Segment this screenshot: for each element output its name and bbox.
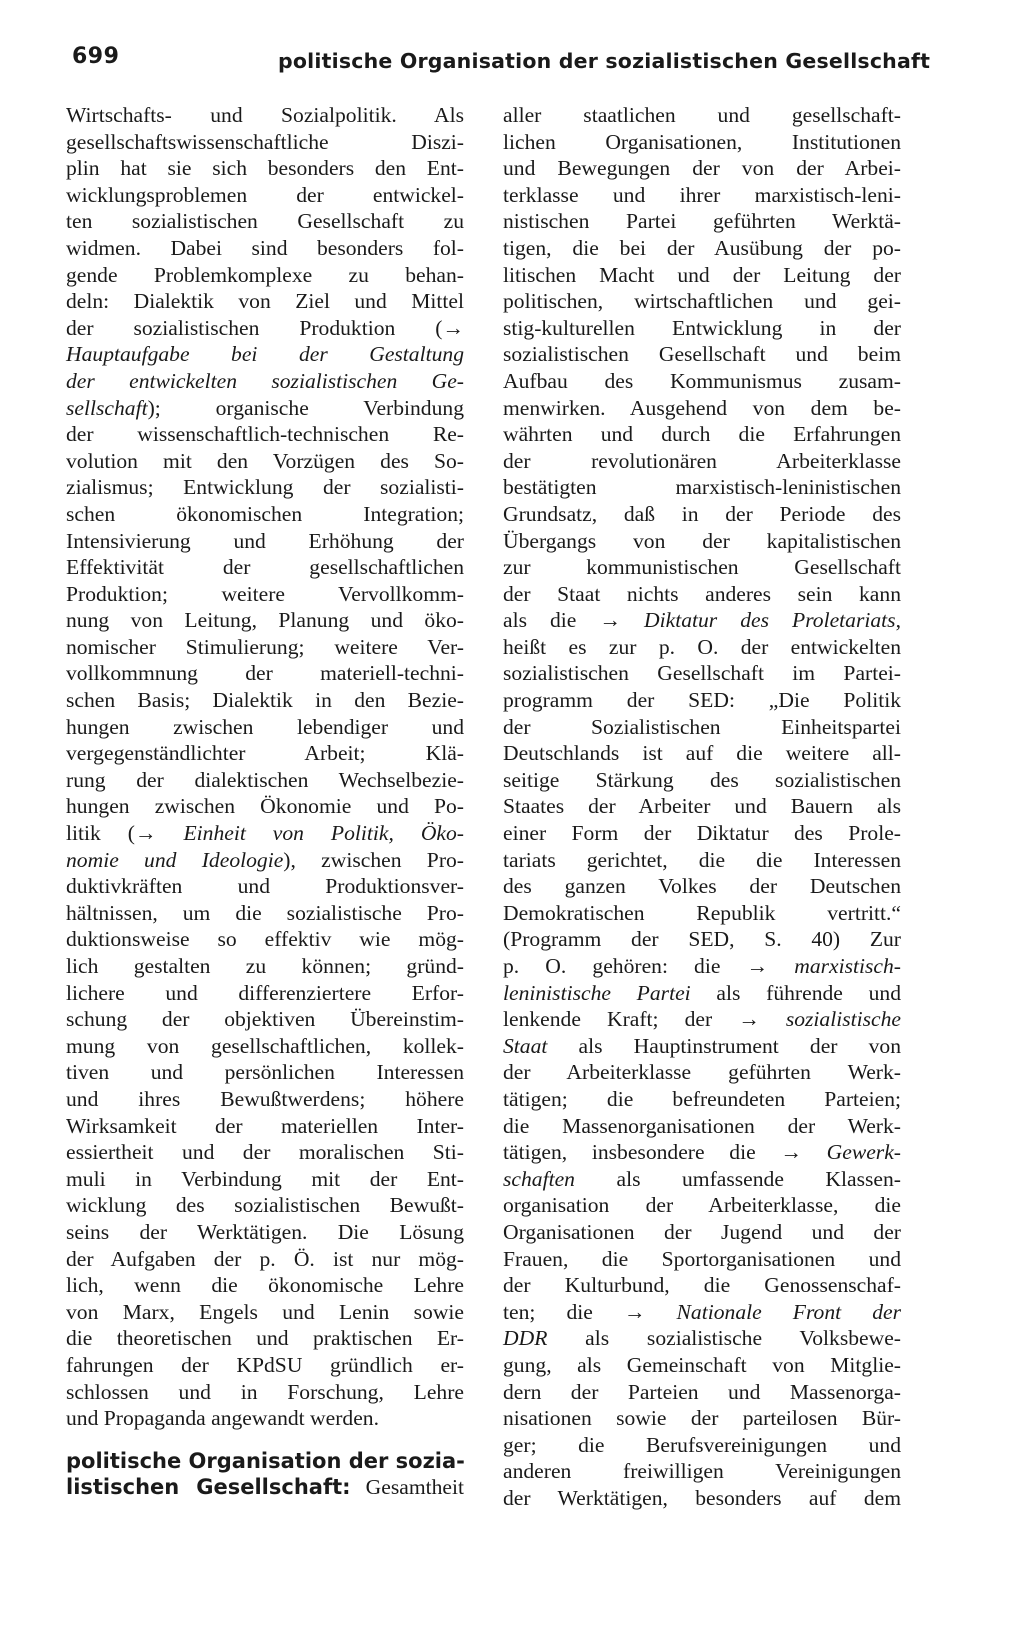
left-text-line: Wirtschafts- und Sozialpolitik. Als <box>66 103 464 127</box>
right-text-line: seitige Stärkung des sozialistischen <box>503 767 901 792</box>
right-text-line: litischen Macht und der Leitung der <box>503 262 901 287</box>
right-text-line: politischen, wirtschaftlichen und gei- <box>503 289 901 314</box>
right-text-line: tariats gerichtet, die die Interessen <box>503 847 901 872</box>
entry-gap <box>66 1432 464 1448</box>
right-text-line: menwirken. Ausgehend von dem be- <box>503 395 901 420</box>
left-text-line: und ihres Bewußtwerdens; höhere <box>66 1086 464 1111</box>
left-text-line: gende Problemkomplexe zu behan- <box>66 262 464 287</box>
right-text-line: terklasse und ihrer marxistisch-leni- <box>503 182 901 207</box>
right-text-line: lichen Organisationen, Institutionen <box>503 129 901 154</box>
page-number: 699 <box>72 44 120 69</box>
right-text-line: Organisationen der Jugend und der <box>503 1219 901 1244</box>
left-text-line: sellschaft); organische Verbindung <box>66 395 464 420</box>
right-text-line: Frauen, die Sportorganisationen und <box>503 1246 901 1271</box>
left-text-line: der wissenschaftlich-technischen Re- <box>66 422 464 447</box>
right-text-line: tätigen, insbesondere die → Gewerk- <box>503 1140 901 1165</box>
left-text-line: lichere und differenziertere Erfor- <box>66 980 464 1005</box>
right-text-line: des ganzen Volkes der Deutschen <box>503 874 901 899</box>
right-text-line: Staates der Arbeiter und Bauern als <box>503 794 901 819</box>
right-text-line: aller staatlichen und gesellschaft- <box>503 103 901 127</box>
left-text-line: wicklung des sozialistischen Bewußt- <box>66 1193 464 1218</box>
right-text-line: Übergangs von der kapitalistischen <box>503 528 901 553</box>
left-column-text <box>66 102 464 1432</box>
right-text-line: ten; die → Nationale Front der <box>503 1299 901 1324</box>
right-text-line: Deutschlands ist auf die weitere all- <box>503 741 901 766</box>
left-text-line: tiven und persönlichen Interessen <box>66 1060 464 1085</box>
left-text-line: litik (→ Einheit von Politik, Öko- <box>66 821 464 846</box>
left-text-line: deln: Dialektik von Ziel und Mittel <box>66 289 464 314</box>
right-text-line: Staat als Hauptinstrument der von <box>503 1033 901 1058</box>
left-text-line: muli in Verbindung mit der Ent- <box>66 1166 464 1191</box>
right-text-line: leninistische Partei als führende und <box>503 980 902 1005</box>
left-text-line: gesellschaftswissenschaftliche Diszi- <box>66 129 464 154</box>
right-text-line: p. O. gehören: die → marxistisch- <box>503 954 901 978</box>
entry-lemma-line <box>66 1474 464 1501</box>
left-text-line: Effektivität der gesellschaftlichen <box>66 555 464 580</box>
left-text-line: lich, wenn die ökonomische Lehre <box>66 1273 464 1298</box>
right-text-line: (Programm der SED, S. 40) Zur <box>503 927 901 952</box>
left-text-line: volution mit den Vorzügen des So- <box>66 448 464 473</box>
left-text-line: zialismus; Entwicklung der sozialisti- <box>66 475 464 500</box>
right-text-line: programm der SED: „Die Politik <box>503 688 901 713</box>
left-column <box>66 102 464 1501</box>
right-text-line: und Bewegungen der von der Arbei- <box>503 156 901 181</box>
right-text-line: schaften als umfassende Klassen- <box>503 1166 901 1191</box>
right-text-line: lenkende Kraft; der → sozialistische <box>503 1007 901 1032</box>
left-text-line: Produktion; weitere Vervollkomm- <box>66 581 464 606</box>
right-column <box>503 102 901 1511</box>
right-text-line: DDR als sozialistische Volksbewe- <box>503 1326 901 1351</box>
right-text-line: der Staat nichts anderes sein kann <box>503 581 901 606</box>
right-text-line: der Werktätigen, besonders auf dem <box>503 1485 901 1510</box>
right-text-line: Demokratischen Republik vertritt.“ <box>503 900 901 925</box>
right-text-line: währten und durch die Erfahrungen <box>503 422 901 447</box>
right-text-line: organisation der Arbeiterklasse, die <box>503 1193 901 1218</box>
left-text-line: hältnissen, um die sozialistische Pro- <box>66 900 464 925</box>
left-text-line: der sozialistischen Produktion (→ <box>66 315 464 340</box>
left-text-line: schen ökonomischen Integration; <box>66 501 464 526</box>
running-title: politische Organisation der sozialistischen Gesellschaft <box>278 49 931 73</box>
right-text-line: gung, als Gemeinschaft von Mitglie- <box>503 1352 901 1377</box>
right-text-line: dern der Parteien und Massenorga- <box>503 1379 901 1404</box>
entry-lemma: politische Organisation der sozia- <box>66 1448 465 1473</box>
entry-definition-start: Gesamtheit <box>350 1475 464 1500</box>
right-text-line: anderen freiwilligen Vereinigungen <box>503 1459 901 1484</box>
left-text-line: und Propaganda angewandt werden. <box>66 1406 380 1431</box>
right-text-line: der Sozialistischen Einheitspartei <box>503 714 901 739</box>
left-text-line: essiertheit und der moralischen Sti- <box>66 1140 464 1165</box>
left-text-line: hungen zwischen Ökonomie und Po- <box>66 794 464 819</box>
entry-lemma-line <box>66 1448 464 1475</box>
entry-lemma: listischen Gesellschaft: <box>66 1475 351 1500</box>
left-text-line: nomie und Ideologie), zwischen Pro- <box>66 847 464 872</box>
left-text-line: vollkommnung der materiell-techni- <box>66 661 464 686</box>
right-text-line: nistischen Partei geführten Werktä- <box>503 209 901 234</box>
left-text-line: nomischer Stimulierung; weitere Ver- <box>66 634 464 659</box>
right-text-line: tätigen; die befreundeten Parteien; <box>503 1086 901 1111</box>
left-text-line: der entwickelten sozialistischen Ge- <box>66 368 464 393</box>
left-text-line: ten sozialistischen Gesellschaft zu <box>66 209 464 234</box>
right-text-line: nisationen sowie der parteilosen Bür- <box>503 1406 901 1431</box>
left-text-line: Intensivierung und Erhöhung der <box>66 528 464 553</box>
left-text-line: die theoretischen und praktischen Er- <box>66 1326 464 1351</box>
left-text-line: schen Basis; Dialektik in den Bezie- <box>66 688 464 713</box>
right-text-line: Grundsatz, daß in der Periode des <box>503 501 901 526</box>
left-text-line: nung von Leitung, Planung und öko- <box>66 608 464 633</box>
left-text-line: mung von gesellschaftlichen, kollek- <box>66 1033 464 1058</box>
left-text-line: der Aufgaben der p. Ö. ist nur mög- <box>66 1246 464 1271</box>
left-text-line: schlossen und in Forschung, Lehre <box>66 1379 464 1404</box>
left-text-line: hungen zwischen lebendiger und <box>66 714 464 739</box>
left-text-line: fahrungen der KPdSU gründlich er- <box>66 1352 464 1377</box>
right-text-line: einer Form der Diktatur des Prole- <box>503 821 901 846</box>
right-text-line: sozialistischen Gesellschaft im Partei- <box>503 661 901 686</box>
right-text-line: tigen, die bei der Ausübung der po- <box>503 235 901 260</box>
right-text-line: stig-kulturellen Entwicklung in der <box>503 315 901 340</box>
left-text-line: plin hat sie sich besonders den Ent- <box>66 156 464 181</box>
right-text-line: der Arbeiterklasse geführten Werk- <box>503 1060 901 1085</box>
left-text-line: widmen. Dabei sind besonders fol- <box>66 235 464 260</box>
right-text-line: ger; die Berufsvereinigungen und <box>503 1432 901 1457</box>
left-text-line: schung der objektiven Übereinstim- <box>66 1007 464 1032</box>
right-text-line: bestätigten marxistisch-leninistischen <box>503 475 901 500</box>
left-text-line: vergegenständlichter Arbeit; Klä- <box>66 741 464 766</box>
right-text-line: die Massenorganisationen der Werk- <box>503 1113 901 1138</box>
left-text-line: duktionsweise so effektiv wie mög- <box>66 927 464 952</box>
left-text-line: wicklungsproblemen der entwickel- <box>66 182 464 207</box>
left-text-line: lich gestalten zu können; gründ- <box>66 954 464 978</box>
right-text-line: heißt es zur p. O. der entwickelten <box>503 634 901 659</box>
left-text-line: von Marx, Engels und Lenin sowie <box>66 1299 464 1324</box>
left-text-line: duktivkräften und Produktionsver- <box>66 874 464 899</box>
right-text-line: der Kulturbund, die Genossenschaf- <box>503 1273 901 1298</box>
right-column-text <box>503 102 901 1511</box>
left-text-line: seins der Werktätigen. Die Lösung <box>66 1219 464 1244</box>
left-text-line: Hauptaufgabe bei der Gestaltung <box>66 342 464 367</box>
right-text-line: sozialistischen Gesellschaft und beim <box>503 342 901 367</box>
right-text-line: zur kommunistischen Gesellschaft <box>503 555 901 580</box>
left-text-line: Wirksamkeit der materiellen Inter- <box>66 1113 464 1138</box>
right-text-line: als die → Diktatur des Proletariats, <box>503 608 901 633</box>
right-text-line: der revolutionären Arbeiterklasse <box>503 448 901 473</box>
right-text-line: Aufbau des Kommunismus zusam- <box>503 368 901 393</box>
left-text-line: rung der dialektischen Wechselbezie- <box>66 767 464 792</box>
